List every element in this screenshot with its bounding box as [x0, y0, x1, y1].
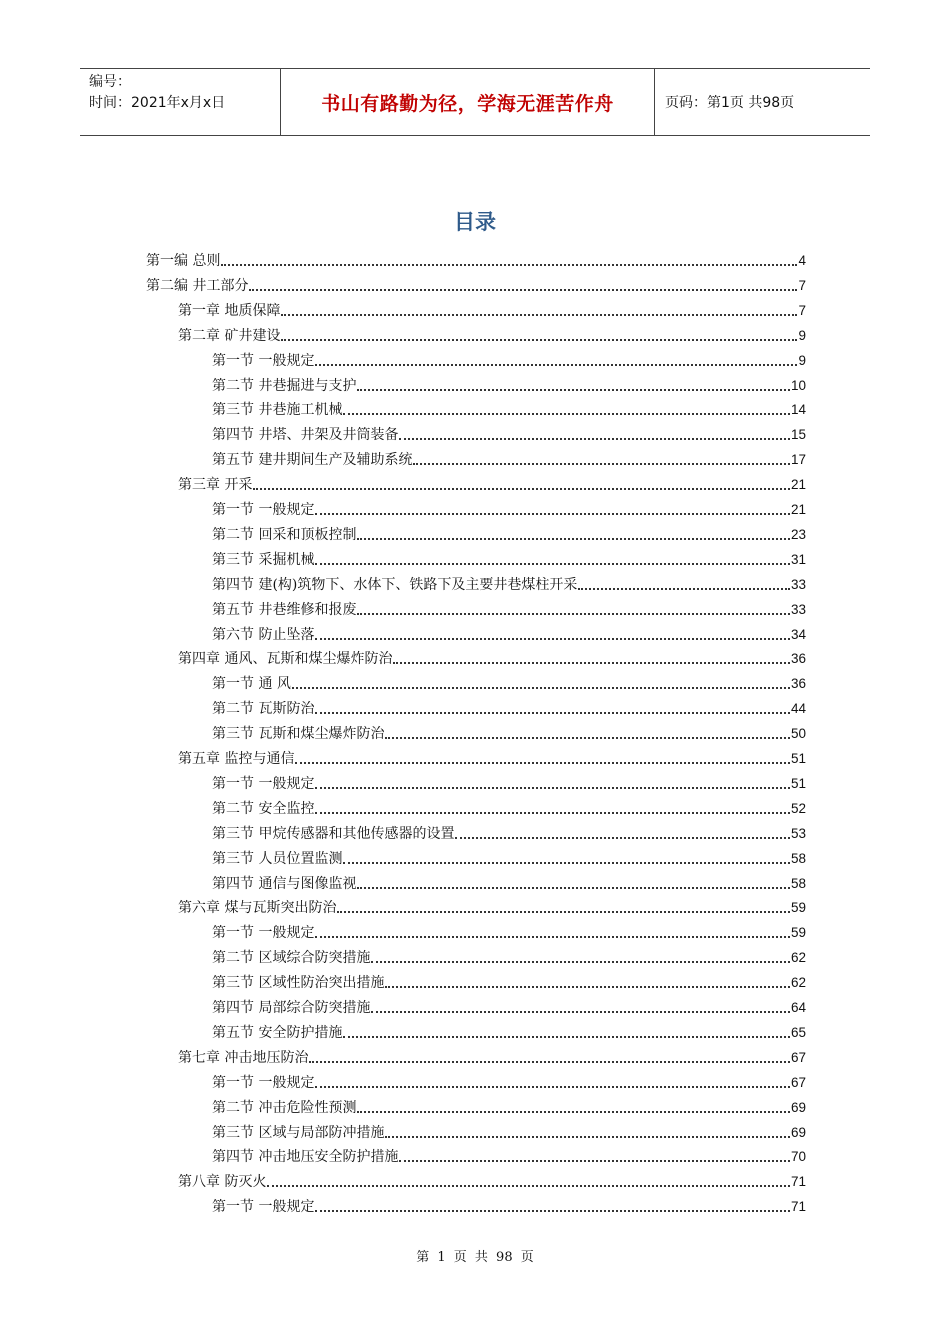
toc-entry-label: 第二章 矿井建设 [178, 327, 281, 344]
toc-entry-label: 第二节 区域综合防突措施 [212, 950, 371, 967]
toc-entry[interactable] [178, 321, 806, 345]
toc-entry-page: 10 [790, 377, 806, 393]
toc-leader-dots [357, 1111, 790, 1113]
toc-entry[interactable] [212, 420, 806, 444]
toc-entry-page: 51 [790, 751, 806, 766]
toc-entry[interactable] [178, 470, 806, 494]
toc-entry[interactable] [212, 943, 806, 967]
toc-leader-dots [357, 389, 790, 391]
toc-leader-dots [337, 911, 790, 913]
toc-entry[interactable] [212, 545, 806, 569]
toc-entry-label: 第五节 安全防护措施 [212, 1024, 343, 1041]
toc-entry-page: 33 [790, 601, 806, 617]
toc-entry-page: 53 [790, 825, 806, 841]
toc-entry-page: 59 [790, 900, 806, 916]
toc-entry[interactable] [212, 1093, 806, 1117]
toc-entry-label: 第三节 区域性防治突出措施 [212, 975, 385, 992]
toc-leader-dots [249, 289, 797, 291]
toc-entry-label: 第一节 一般规定 [212, 352, 315, 369]
toc-entry-label: 第二编 井工部分 [146, 277, 249, 294]
toc-entry-label: 第一节 通 风 [212, 676, 291, 693]
toc-leader-dots [309, 1061, 790, 1063]
toc-entry[interactable] [212, 395, 806, 419]
toc-entry[interactable] [212, 371, 806, 395]
toc-entry-label: 第三节 甲烷传感器和其他传感器的设置 [212, 825, 455, 842]
toc-entry[interactable] [212, 495, 806, 519]
toc-entry[interactable] [146, 246, 806, 270]
toc-entry-page: 51 [790, 775, 806, 791]
toc-leader-dots [281, 314, 797, 316]
toc-entry-label: 第一节 一般规定 [212, 775, 315, 792]
header-page-info: 页码：第1页 共98页 [665, 95, 795, 111]
toc-leader-dots [315, 812, 790, 814]
toc-leader-dots [267, 1185, 790, 1187]
toc-leader-dots [393, 662, 790, 664]
toc-entry-page: 36 [790, 651, 806, 667]
toc-entry[interactable] [212, 570, 806, 594]
toc-entry-label: 第四节 冲击地压安全防护措施 [212, 1149, 399, 1166]
toc-entry-label: 第四节 局部综合防突措施 [212, 1000, 371, 1016]
toc-entry[interactable] [178, 893, 806, 917]
toc-entry-page: 67 [790, 1074, 806, 1090]
toc-entry-label: 第二节 瓦斯防治 [212, 701, 315, 718]
toc-entry-label: 第三节 瓦斯和煤尘爆炸防治 [212, 726, 385, 743]
toc-entry-label: 第一编 总则 [146, 253, 221, 269]
toc-entry-page: 69 [790, 1099, 806, 1115]
toc-leader-dots [385, 737, 790, 739]
toc-leader-dots [315, 364, 797, 366]
toc-entry-label: 第四章 通风、瓦斯和煤尘爆炸防治 [178, 651, 393, 668]
toc-leader-dots [281, 339, 797, 341]
toc-entry-label: 第一章 地质保障 [178, 302, 281, 319]
toc-entry-page: 14 [790, 402, 806, 418]
toc-leader-dots [343, 1036, 790, 1038]
toc-entry-page: 23 [790, 526, 806, 542]
toc-entry-page: 9 [798, 352, 806, 368]
toc-entry-page: 50 [790, 726, 806, 742]
toc-entry-label: 第一节 一般规定 [212, 1074, 315, 1091]
toc-entry-label: 第四节 建(构)筑物下、水体下、铁路下及主要井巷煤柱开采 [212, 576, 578, 593]
toc-entry-label: 第一节 一般规定 [212, 502, 315, 518]
toc-entry-page: 7 [798, 277, 806, 293]
toc-entry-label: 第三节 井巷施工机械 [212, 402, 343, 419]
toc-entry[interactable] [212, 669, 806, 693]
toc-entry-label: 第二节 井巷掘进与支护 [212, 377, 357, 394]
toc-entry-page: 69 [790, 1124, 806, 1140]
toc-entry[interactable] [212, 520, 806, 544]
toc-entry-label: 第二节 冲击危险性预测 [212, 1099, 357, 1116]
toc-entry-page: 65 [790, 1024, 806, 1040]
number-label: 编号： [89, 74, 131, 90]
toc-leader-dots [357, 538, 790, 540]
toc-leader-dots [399, 1160, 790, 1162]
toc-entry-label: 第七章 冲击地压防治 [178, 1049, 309, 1066]
toc-entry-page: 21 [790, 502, 806, 517]
toc-entry-page: 64 [790, 1000, 806, 1015]
toc-entry-page: 4 [798, 253, 806, 268]
header-motto: 书山有路勤为径，学海无涯苦作舟 [281, 69, 655, 135]
toc-entry[interactable] [212, 794, 806, 818]
toc-entry-page: 71 [790, 1199, 806, 1215]
toc-entry-page: 21 [790, 477, 806, 493]
toc-entry[interactable] [178, 1167, 806, 1191]
toc-entry-label: 第一节 一般规定 [212, 1199, 315, 1216]
toc-leader-dots [343, 862, 790, 864]
toc-entry[interactable] [212, 445, 806, 469]
toc-entry-page: 44 [790, 701, 806, 717]
toc-entry-label: 第一节 一般规定 [212, 925, 315, 942]
toc-entry[interactable] [146, 271, 806, 295]
toc-entry[interactable] [178, 296, 806, 320]
toc-entry[interactable] [212, 844, 806, 868]
toc-leader-dots [292, 687, 790, 689]
toc-leader-dots [399, 438, 790, 440]
toc-leader-dots [315, 1086, 790, 1088]
toc-entry[interactable] [212, 346, 806, 370]
page-footer: 第 1 页 共 98 页 [416, 1250, 534, 1265]
toc-leader-dots [357, 887, 790, 889]
toc-leader-dots [221, 264, 797, 266]
document-header [80, 68, 870, 136]
toc-entry-page: 31 [790, 551, 806, 567]
toc-entry-page: 70 [790, 1149, 806, 1165]
toc-entry[interactable] [212, 595, 806, 619]
toc-entry-label: 第五章 监控与通信 [178, 751, 295, 767]
toc-entry-label: 第四节 通信与图像监视 [212, 875, 357, 892]
toc-entry-label: 第三章 开采 [178, 477, 253, 494]
toc-entry[interactable] [212, 918, 806, 942]
toc-entry[interactable] [212, 1118, 806, 1142]
toc-leader-dots [578, 588, 790, 590]
toc-leader-dots [253, 488, 790, 490]
toc-leader-dots [455, 837, 790, 839]
toc-entry-page: 7 [798, 302, 806, 318]
toc-leader-dots [343, 413, 790, 415]
toc-entry-page: 9 [798, 327, 806, 343]
toc-entry[interactable] [212, 1142, 806, 1166]
toc-entry-page: 59 [790, 925, 806, 941]
toc-entry-page: 58 [790, 850, 806, 866]
toc-entry-page: 33 [790, 576, 806, 592]
toc-entry-label: 第五节 井巷维修和报废 [212, 601, 357, 618]
toc-entry-label: 第八章 防灭火 [178, 1174, 267, 1191]
header-meta [80, 69, 281, 135]
toc-entry-label: 第二节 回采和顶板控制 [212, 526, 357, 543]
toc-leader-dots [371, 1011, 790, 1013]
toc-leader-dots [315, 563, 790, 565]
toc-entry[interactable] [212, 993, 806, 1017]
toc-entry-label: 第三节 区域与局部防冲措施 [212, 1124, 385, 1141]
toc-leader-dots [385, 1136, 790, 1138]
toc-entry-page: 34 [790, 626, 806, 642]
toc-entry-label: 第四节 井塔、井架及井筒装备 [212, 427, 399, 444]
toc-entry-page: 62 [790, 975, 806, 991]
toc-entry[interactable] [212, 694, 806, 718]
toc-entry-page: 15 [790, 427, 806, 443]
toc-entry[interactable] [178, 644, 806, 668]
toc-entry[interactable] [212, 1068, 806, 1092]
toc-entry-page: 58 [790, 875, 806, 891]
toc-entry-label: 第六节 防止坠落 [212, 626, 315, 643]
toc-entry[interactable] [212, 1018, 806, 1042]
toc-leader-dots [315, 638, 790, 640]
toc-entry-page: 52 [790, 800, 806, 816]
toc-entry-label: 第五节 建井期间生产及辅助系统 [212, 452, 413, 469]
toc-leader-dots [315, 936, 790, 938]
toc-entry[interactable] [212, 719, 806, 743]
toc-entry-label: 第二节 安全监控 [212, 800, 315, 817]
toc-entry-label: 第三节 采掘机械 [212, 551, 315, 568]
toc-entry[interactable] [212, 968, 806, 992]
toc-entry-page: 62 [790, 950, 806, 966]
toc-entry[interactable] [212, 869, 806, 893]
toc-entry[interactable] [212, 620, 806, 644]
toc-entry-page: 17 [790, 452, 806, 468]
toc-entry[interactable] [212, 1192, 806, 1216]
toc-leader-dots [315, 787, 790, 789]
toc-entry[interactable] [212, 819, 806, 843]
toc-entry-page: 36 [790, 676, 806, 692]
toc-entry-label: 第三节 人员位置监测 [212, 850, 343, 867]
toc-entry[interactable] [212, 769, 806, 793]
toc-entry[interactable] [178, 744, 806, 768]
toc-leader-dots [315, 712, 790, 714]
toc-leader-dots [357, 613, 790, 615]
toc-entry-page: 67 [790, 1049, 806, 1065]
toc-leader-dots [385, 986, 790, 988]
toc-title: 目录 [454, 210, 496, 234]
toc-entry-page: 71 [790, 1174, 806, 1190]
toc-leader-dots [413, 463, 790, 465]
toc-entry[interactable] [178, 1043, 806, 1067]
toc-entry-label: 第六章 煤与瓦斯突出防治 [178, 900, 337, 917]
toc-leader-dots [295, 762, 790, 764]
toc-leader-dots [315, 1210, 790, 1212]
toc-leader-dots [371, 961, 790, 963]
toc-leader-dots [315, 513, 790, 515]
time-label: 时间：2021年x月x日 [89, 95, 226, 111]
